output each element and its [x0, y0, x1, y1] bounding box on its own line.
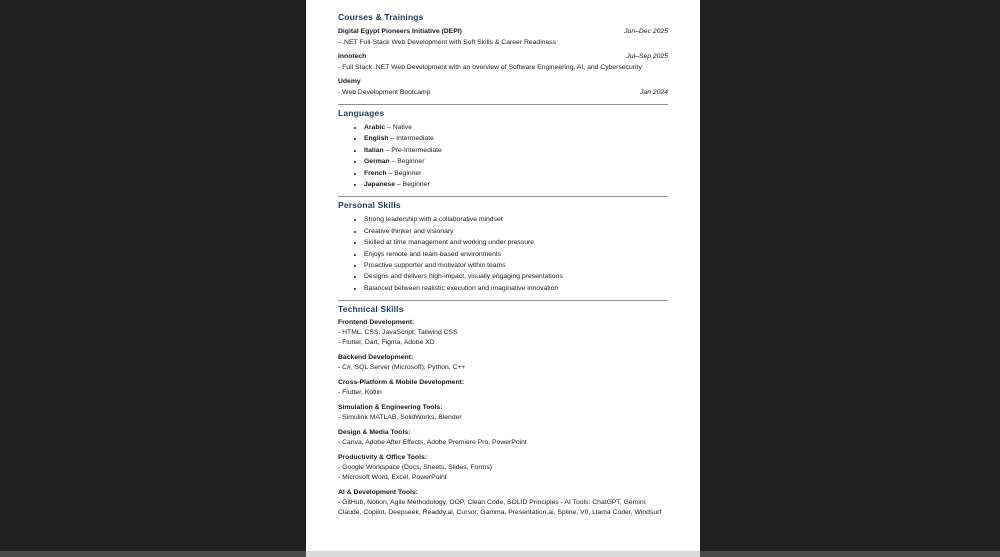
language-name: Italian [364, 146, 384, 154]
personal-skill-item: • Creative thinker and visionary [364, 226, 668, 237]
courses-list [338, 26, 668, 98]
section-courses [338, 12, 668, 98]
course-description: - Full Stack .NET Web Development with an overview of Software Engineering, AI, and Cybersecurity [338, 64, 642, 71]
window-bottom-edge [0, 551, 1000, 557]
course-org: Udemy [338, 78, 361, 85]
language-level: – Intermediate [388, 135, 434, 143]
technical-group-line: - Flutter, Kotlin [338, 389, 382, 397]
language-level: – Beginner [394, 181, 430, 189]
technical-group [338, 428, 668, 448]
course-row [338, 37, 668, 48]
personal-skills-list [338, 214, 668, 294]
section-languages [338, 108, 668, 190]
language-item [364, 122, 668, 133]
course-item [338, 51, 668, 73]
language-item [364, 145, 668, 156]
language-name: Arabic [364, 124, 386, 131]
language-item [364, 168, 668, 179]
language-name: French [364, 169, 387, 177]
technical-group [338, 353, 668, 373]
technical-group-label: Frontend Development: [338, 319, 415, 327]
languages-list [338, 122, 668, 190]
technical-group-label: Cross-Platform & Mobile Development: [338, 379, 465, 387]
course-org: Innotech [338, 53, 367, 60]
language-item [364, 133, 668, 144]
technical-group-line: - Canva, Adobe After Effects, Adobe Premiere Pro, PowerPoint [338, 439, 527, 447]
language-name: Japanese [364, 181, 395, 189]
technical-group-label: Simulation & Engineering Tools: [338, 404, 443, 412]
course-row [338, 62, 668, 73]
course-description: - .NET Full-Stack Web Development with Soft Skills & Career Readiness [338, 39, 557, 46]
language-item [364, 156, 668, 167]
technical-group [338, 318, 668, 348]
technical-group-line: - Flutter, Dart, Figma, Adobe XD [338, 339, 435, 347]
personal-skill-item: • Balanced between realistic execution and imaginative innovation [364, 283, 668, 294]
course-date: Jan 2024 [640, 89, 668, 96]
course-date: Jun–Dec 2025 [624, 28, 668, 35]
section-title-languages: Languages [338, 108, 385, 118]
language-level: – Native [385, 124, 412, 131]
technical-group [338, 403, 668, 423]
technical-group-line: - GitHub, Notion, Agile Methodology, OOP, Clean Code, SOLID Principles - AI Tools: ChatGPT, Gemini, Claude, Copilot, Deepseek, Readdy.ai, Cursor, Gamma, Presentation.ai, Spline, V0, Llama Coder, Windsurf [338, 499, 662, 517]
technical-group-label: Design & Media Tools: [338, 429, 411, 437]
section-divider [338, 196, 668, 197]
section-title-personal-skills: Personal Skills [338, 200, 401, 211]
technical-group [338, 488, 668, 518]
language-name: English [364, 135, 389, 143]
course-row [338, 51, 668, 62]
course-org: Digital Egypt Pioneers Initiative (DEPI) [338, 28, 462, 35]
document-page[interactable] [306, 0, 700, 557]
technical-group-line: - Google Workspace (Docs, Sheets, Slides, Forms) [338, 464, 492, 472]
technical-group [338, 378, 668, 398]
language-level: – Beginner [386, 169, 422, 177]
course-item [338, 26, 668, 48]
technical-group-line: - Microsoft Word, Excel, PowerPoint [338, 474, 447, 482]
personal-skill-item: • Enjoys remote and team-based environments [364, 249, 668, 260]
course-item [338, 76, 668, 98]
course-row [338, 26, 668, 37]
technical-groups [338, 318, 668, 518]
technical-group [338, 453, 668, 483]
language-name: German [364, 158, 390, 166]
personal-skill-item: • Designs and delivers high-impact, visually engaging presentations [364, 271, 668, 282]
section-divider [338, 104, 668, 105]
section-title-courses: Courses & Trainings [338, 12, 424, 22]
course-date: Jul–Sep 2025 [626, 53, 668, 60]
technical-group-line: - Simulink MATLAB, SolidWorks, Blender [338, 414, 462, 422]
course-description: - Web Development Bootcamp [338, 89, 431, 96]
language-level: – Pre-Intermediate [383, 146, 442, 154]
language-level: – Beginner [389, 158, 425, 166]
course-row [338, 76, 668, 87]
course-row [338, 87, 668, 98]
technical-group-label: Productivity & Office Tools: [338, 454, 427, 462]
technical-group-label: AI & Development Tools: [338, 489, 418, 497]
section-divider [338, 300, 668, 301]
personal-skill-item: • Skilled at time management and working under pressure [364, 237, 668, 248]
technical-group-line: - HTML, CSS, JavaScript, Tailwind CSS [338, 329, 458, 337]
technical-group-line: - C#, SQL Server (Microsoft), Python, C++ [338, 364, 466, 372]
personal-skill-item: • Strong leadership with a collaborative mindset [364, 214, 668, 225]
section-technical-skills [338, 304, 668, 518]
section-personal-skills [338, 200, 668, 294]
personal-skill-item: • Proactive supporter and motivator within teams [364, 260, 668, 271]
technical-group-label: Backend Development: [338, 354, 414, 362]
section-title-technical-skills: Technical Skills [338, 304, 404, 315]
language-item [364, 179, 668, 190]
